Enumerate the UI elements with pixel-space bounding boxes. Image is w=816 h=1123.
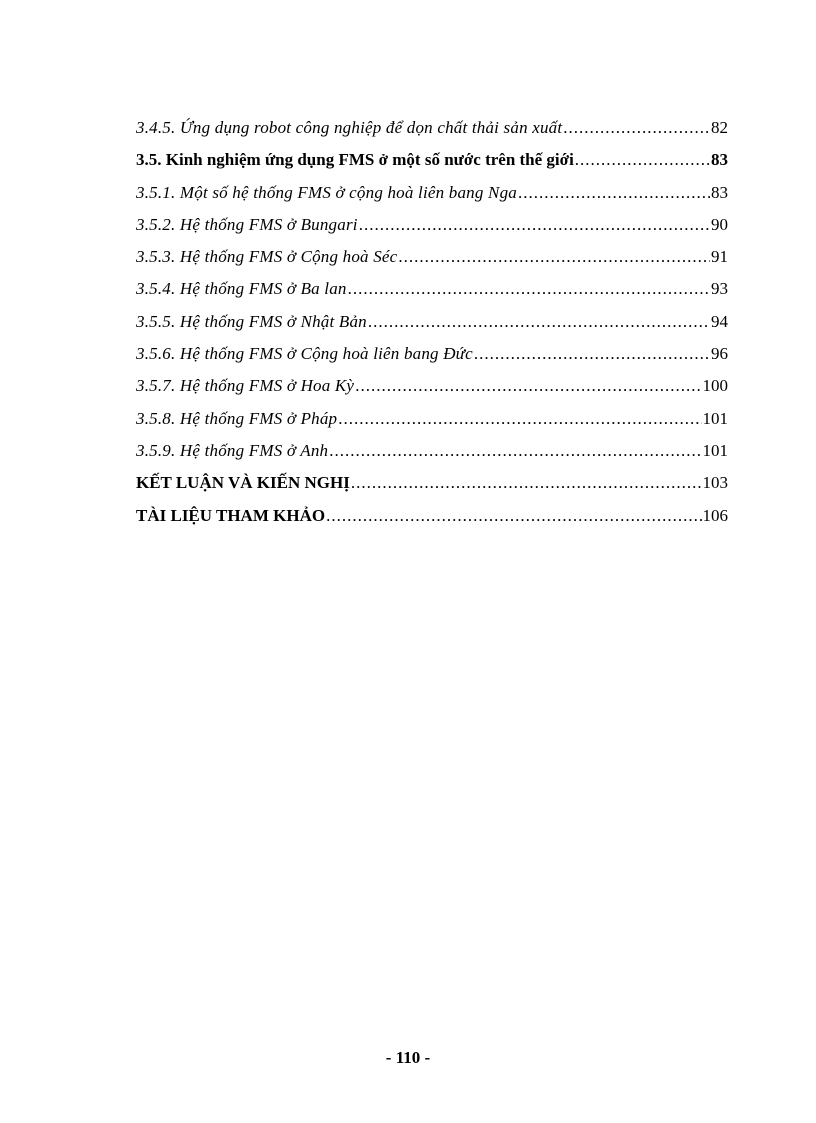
- toc-entry-title: 3.4.5. Ứng dụng robot công nghiệp để dọn chất thải sản xuất: [136, 118, 563, 137]
- toc-entry[interactable]: [136, 177, 728, 209]
- toc-leader-dots: [359, 209, 710, 241]
- toc-entry-page: 83: [711, 150, 728, 170]
- toc-entry[interactable]: [136, 403, 728, 435]
- toc-entry-page: 82: [711, 118, 728, 137]
- toc-entry[interactable]: [136, 144, 728, 176]
- toc-entry-title: TÀI LIỆU THAM KHẢO: [136, 505, 326, 525]
- toc-leader-dots: [368, 306, 710, 338]
- toc-leader-dots: [575, 144, 710, 176]
- toc-entry-title: 3.5.4. Hệ thống FMS ở Ba lan: [136, 279, 347, 299]
- toc-entry-page: 91: [711, 247, 728, 267]
- toc-entry-title: KẾT LUẬN VÀ KIẾN NGHỊ: [136, 473, 350, 493]
- toc-entry-page: 101: [702, 440, 728, 460]
- toc-entry-title: 3.5.7. Hệ thống FMS ở Hoa Kỳ: [136, 376, 355, 396]
- toc-leader-dots: [351, 467, 702, 499]
- toc-entry[interactable]: [136, 273, 728, 305]
- toc-leader-dots: [355, 370, 701, 402]
- toc-leader-dots: [348, 273, 710, 305]
- toc-entry-page: 103: [702, 473, 728, 493]
- page-number: - 110 -: [385, 1048, 431, 1067]
- toc-entry[interactable]: [136, 370, 728, 402]
- toc-entry-page: 94: [711, 311, 728, 331]
- toc-entry-page: 96: [711, 344, 728, 364]
- toc-entry-page: 101: [702, 408, 728, 428]
- toc-leader-dots: [326, 500, 701, 532]
- toc-entry-title: 3.5.2. Hệ thống FMS ở Bungari: [136, 214, 358, 234]
- toc-entry[interactable]: [136, 435, 728, 467]
- toc-leader-dots: [338, 403, 701, 435]
- toc-entry-page: 90: [711, 214, 728, 234]
- toc-entry-title: 3.5.1. Một số hệ thống FMS ở cộng hoà liên bang Nga: [136, 182, 517, 202]
- toc-entry-title: 3.5. Kinh nghiệm ứng dụng FMS ở một số nước trên thế giới: [136, 150, 574, 170]
- toc-leader-dots: [518, 177, 710, 209]
- toc-entry[interactable]: [136, 500, 728, 532]
- toc-leader-dots: [329, 435, 701, 467]
- table-of-contents: [136, 112, 728, 532]
- toc-entry[interactable]: [136, 241, 728, 273]
- toc-entry[interactable]: [136, 338, 728, 370]
- toc-entry[interactable]: [136, 209, 728, 241]
- toc-entry-title: 3.5.9. Hệ thống FMS ở Anh: [136, 440, 329, 460]
- toc-entry-title: 3.5.6. Hệ thống FMS ở Cộng hoà liên bang Đức: [136, 344, 473, 364]
- toc-entry-title: 3.5.8. Hệ thống FMS ở Pháp: [136, 408, 338, 428]
- toc-leader-dots: [398, 241, 710, 273]
- toc-entry[interactable]: [136, 306, 728, 338]
- toc-entry-page: 93: [711, 279, 728, 299]
- toc-entry-title: 3.5.5. Hệ thống FMS ở Nhật Bản: [136, 311, 367, 331]
- toc-entry[interactable]: [136, 467, 728, 499]
- toc-entry-page: 106: [702, 505, 728, 525]
- toc-entry-page: 83: [711, 182, 728, 202]
- toc-leader-dots: [474, 338, 710, 370]
- toc-entry-title: 3.5.3. Hệ thống FMS ở Cộng hoà Séc: [136, 247, 398, 267]
- toc-entry[interactable]: [136, 112, 728, 144]
- toc-entry-page: 100: [702, 376, 728, 396]
- toc-leader-dots: [563, 112, 710, 144]
